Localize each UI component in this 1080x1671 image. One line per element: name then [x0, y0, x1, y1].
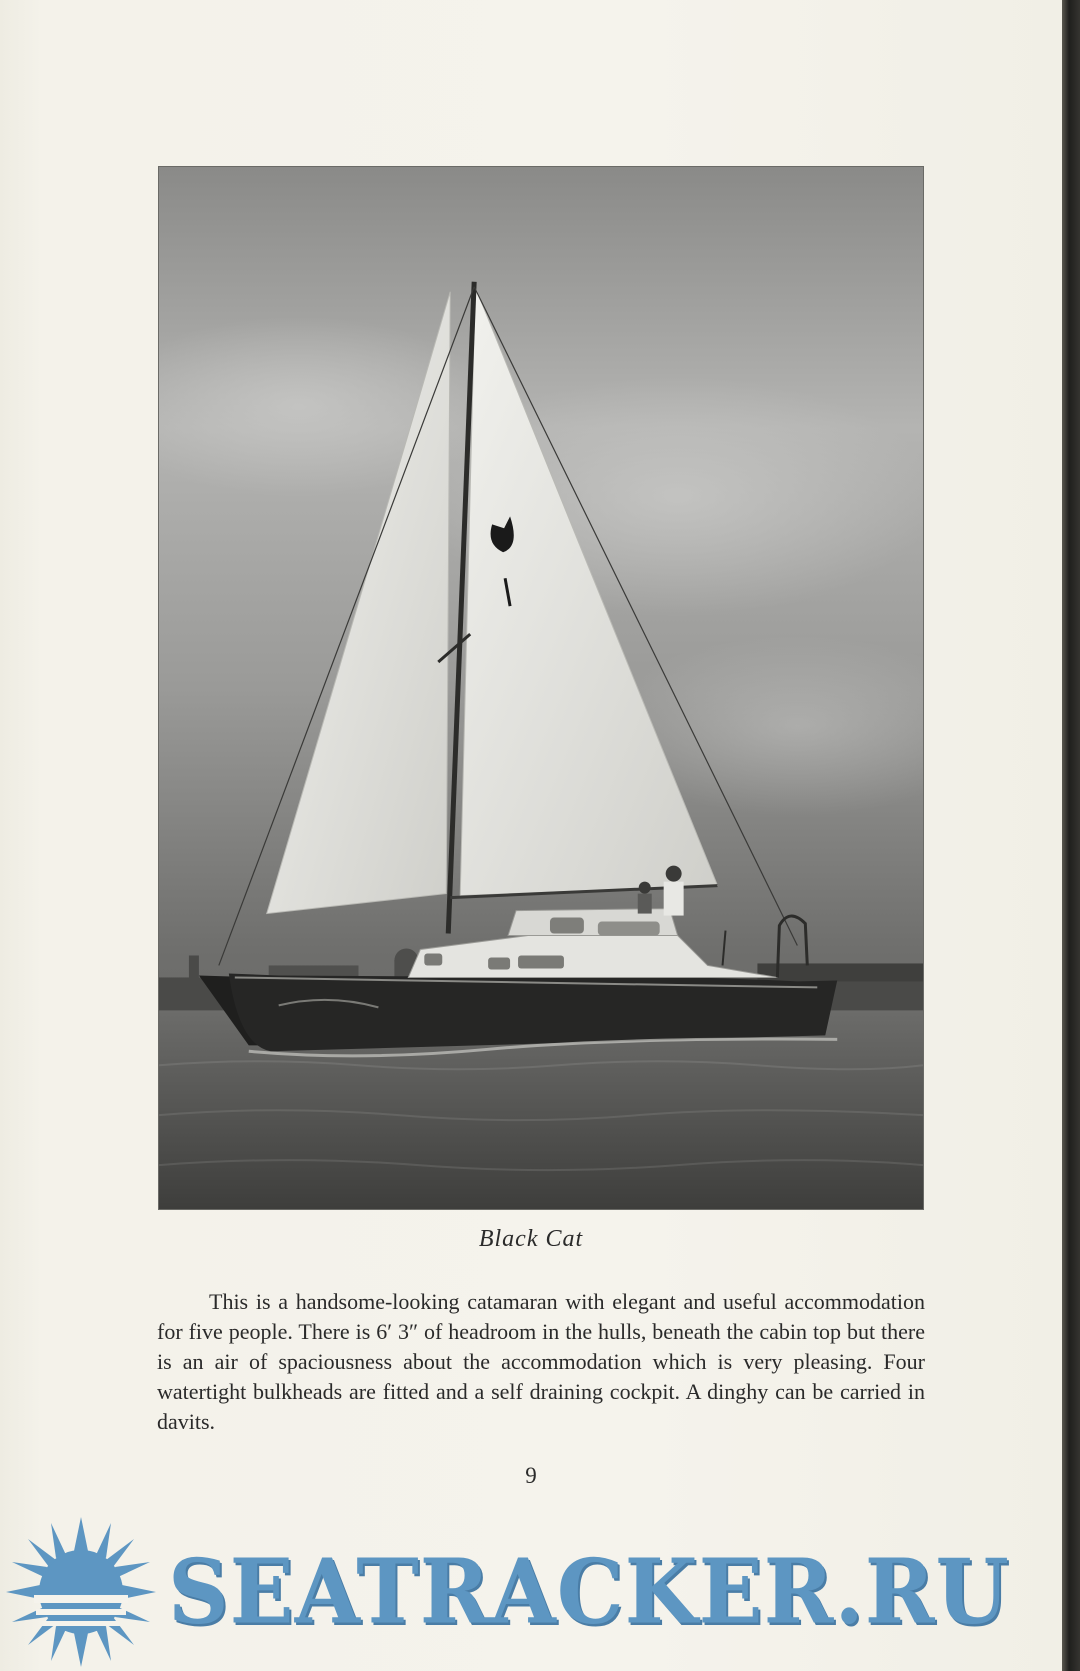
page-number: 9 — [525, 1463, 537, 1488]
catamaran-photo — [158, 166, 924, 1210]
watermark-text: SEATRACKER.RU — [168, 1539, 1010, 1644]
sun-icon — [6, 1517, 156, 1667]
photo-caption: Black Cat — [478, 1226, 584, 1252]
watermark — [0, 1515, 1080, 1671]
black-cat-photo-illustration — [159, 167, 923, 1209]
page-edge — [1062, 0, 1080, 1671]
body-paragraph: This is a handsome-looking catamaran with elegant and useful accommodation for five people. There is 6′ 3″ of headroom in the hulls, beneath the cabin top but there is an air of spaciousness about the accommodation which is very pleasing. Four watertight bulkheads are fitted and a self draining cockpit. A dinghy can be carried in davits. — [157, 1289, 925, 1434]
